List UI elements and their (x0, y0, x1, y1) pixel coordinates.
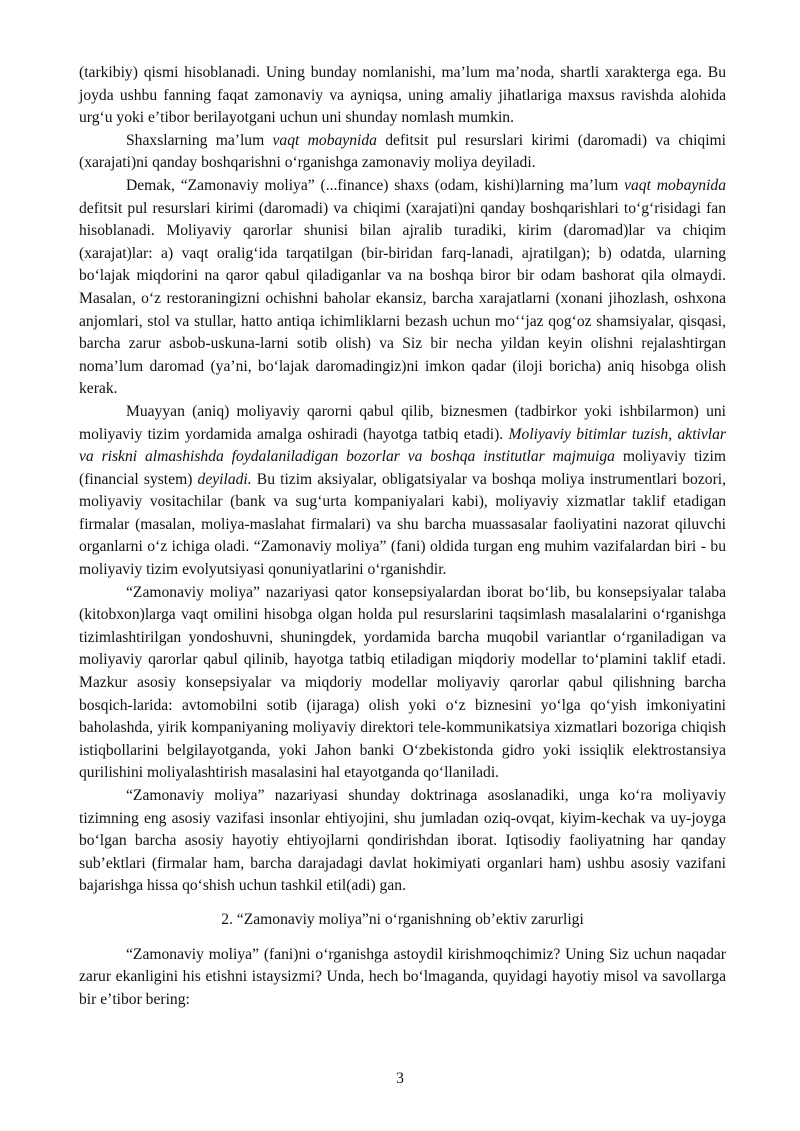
paragraph-text: (tarkibiy) qismi hisoblanadi. Uning bunday nomlanishi, maʼlum maʼnoda, shartli xarakterga ega. Bu joyda ushbu fanning faqat zamonaviy va ayniqsa, uning amaliy jihatlariga maxsus ravishda alohida urgʻu yoki eʼtibor berilayotgani uchun uni shunday nomlash mumkin. (79, 64, 726, 127)
paragraph-financial-system (79, 401, 726, 582)
italic-emphasis: vaqt mobaynida (272, 131, 377, 149)
italic-definition: Moliyaviy bitimlar tuzish, aktivlar va riskni almashishda foydalaniladigan bozorlar va boshqa institutlar majmuiga (79, 425, 726, 466)
section-heading: 2. “Zamonaviy moliya”ni oʻrganishning obʼektiv zarurligi (221, 910, 584, 928)
document-page (79, 62, 726, 1011)
paragraph-doctrine (79, 785, 726, 898)
paragraph-text: defitsit pul resurslari kirimi (daromadi) va chiqimi (xarajati)ni qanday boshqarishni oʻrganishga zamonaviy moliya deyiladi. (79, 131, 726, 172)
paragraph-continuation (79, 62, 726, 130)
italic-emphasis: vaqt mobaynida (624, 176, 727, 194)
paragraph-intro-questions (79, 944, 726, 1012)
paragraph-theory-concepts (79, 582, 726, 785)
paragraph-text: Demak, “Zamonaviy moliya” (...finance) shaxs (odam, kishi)larning maʼlum (126, 176, 625, 194)
page-number: 3 (396, 1070, 404, 1087)
paragraph-text: “Zamonaviy moliya” nazariyasi qator konsepsiyalardan iborat boʻlib, bu konsepsiyalar talaba (kitobxon)larga vaqt omilini hisobga olgan holda pul resurslarini taqsimlash masalalarini oʻrganishga tizimlashtirilgan yondoshuvni, shuningdek, yordamida barcha muqobil variantlar oʻrganiladigan va moliyaviy qarorlar qabul qilinib, hayotga tatbiq etiladigan miqdoriy modellar toʻplamini taklif etadi. Mazkur asosiy konsepsiyalar va miqdoriy modellar moliyaviy qarorlar qabul qilishning barcha bosqich-larida: avtomobilni sotib (ijaraga) olish yoki oʻz biznesini yoʻlga qoʻyish imkoniyatini baholashda, yirik kompaniyaning moliyaviy direktori tele-kommunikatsiya xizmatlari bozoriga chiqish istiqbollarini belgilayotganda, yoki Jahon banki Oʻzbekistonda gidro yoki issiqlik elektrostansiya qurilishini moliyalashtirish masalasini hal etayotganda qoʻllaniladi. (79, 583, 726, 782)
paragraph-text: defitsit pul resurslari kirimi (daromadi) va chiqimi (xarajati)ni qanday boshqarishlari toʻgʻrisidagi fan hisoblanadi. Moliyaviy qarorlar shunisi bilan ajralib turadiki, kirim (daromad)lar va chiqim (xarajat)lar: a) vaqt oraligʻida tarqatilgan (bir-biridan farq-lanadi, ajratilgan); b) odatda, ularning boʻlajak miqdorini na qaror qabul qiladiganlar va na boshqa biror bir odam bashorat qila olmaydi. Masalan, oʻz restoraningizni ochishni baholar ekansiz, barcha xarajatlarni (xonani jihozlash, oshxona anjomlari, stol va stullar, hatto antiqa ichimliklarni bezash uchun moʻʻjaz qogʻoz shamsiyalar, qisqasi, barcha zarur asbob-uskuna-larni sotib olish) va Siz bir necha yildan keyin olishni rejalashtirgan nomaʼlum daromad (yaʼni, boʻlajak daromadingiz)ni imkon qadar (iloji boricha) aniq hisobga olish kerak. (79, 199, 726, 398)
italic-emphasis: deyiladi. (197, 470, 252, 488)
paragraph-definition (79, 130, 726, 175)
paragraph-text: “Zamonaviy moliya” nazariyasi shunday doktrinaga asoslanadiki, unga koʻra moliyaviy tizimning eng asosiy vazifasi insonlar ehtiyojini, shu jumladan oziq-ovqat, kiyim-kechak va uy-joyga boʻlgan barcha asosiy hayotiy ehtiyojlarni qondirishdan iborat. Iqtisodiy faoliyatning har qanday subʼektlari (firmalar ham, barcha darajadagi davlat hokimiyati organlari ham) ushbu asosiy vazifani bajarishga hissa qoʻshish uchun tashkil etil(adi) gan. (79, 787, 726, 895)
paragraph-text: “Zamonaviy moliya” (fani)ni oʻrganishga astoydil kirishmoqchimiz? Uning Siz uchun naqadar zarur ekanligini his etishni istaysizmi? Unda, hech boʻlmaganda, quyidagi hayotiy misol va savollarga bir eʼtibor bering: (79, 945, 726, 1008)
paragraph-modern-finance (79, 175, 726, 401)
paragraph-text: Muayyan (aniq) moliyaviy qarorni qabul qilib, biznesmen (tadbirkor yoki ishbilarmon) uni moliyaviy tizim yordamida amalga oshiradi (hayotga tatbiq etadi). (79, 402, 726, 443)
paragraph-text: moliyaviy tizim (financial system) (79, 448, 726, 488)
paragraph-text: Bu tizim aksiyalar, obligatsiyalar va boshqa moliya instrumentlari bozori, moliyaviy vositachilar (bank va sugʻurta kompaniyalari kabi), moliyaviy xizmatlar taklif etadigan firmalar (masalan, moliya-maslahat firmalari) va shu barcha muassasalar faoliyatini nazorat qiluvchi organlarni oʻz ichiga oladi. “Zamonaviy moliya” (fani) oldida turgan eng muhim vazifalardan biri - bu moliyaviy tizim evolyutsiyasi qonuniyatlarini oʻrganishdir. (79, 470, 726, 579)
paragraph-text: Shaxslarning maʼlum (126, 131, 273, 149)
